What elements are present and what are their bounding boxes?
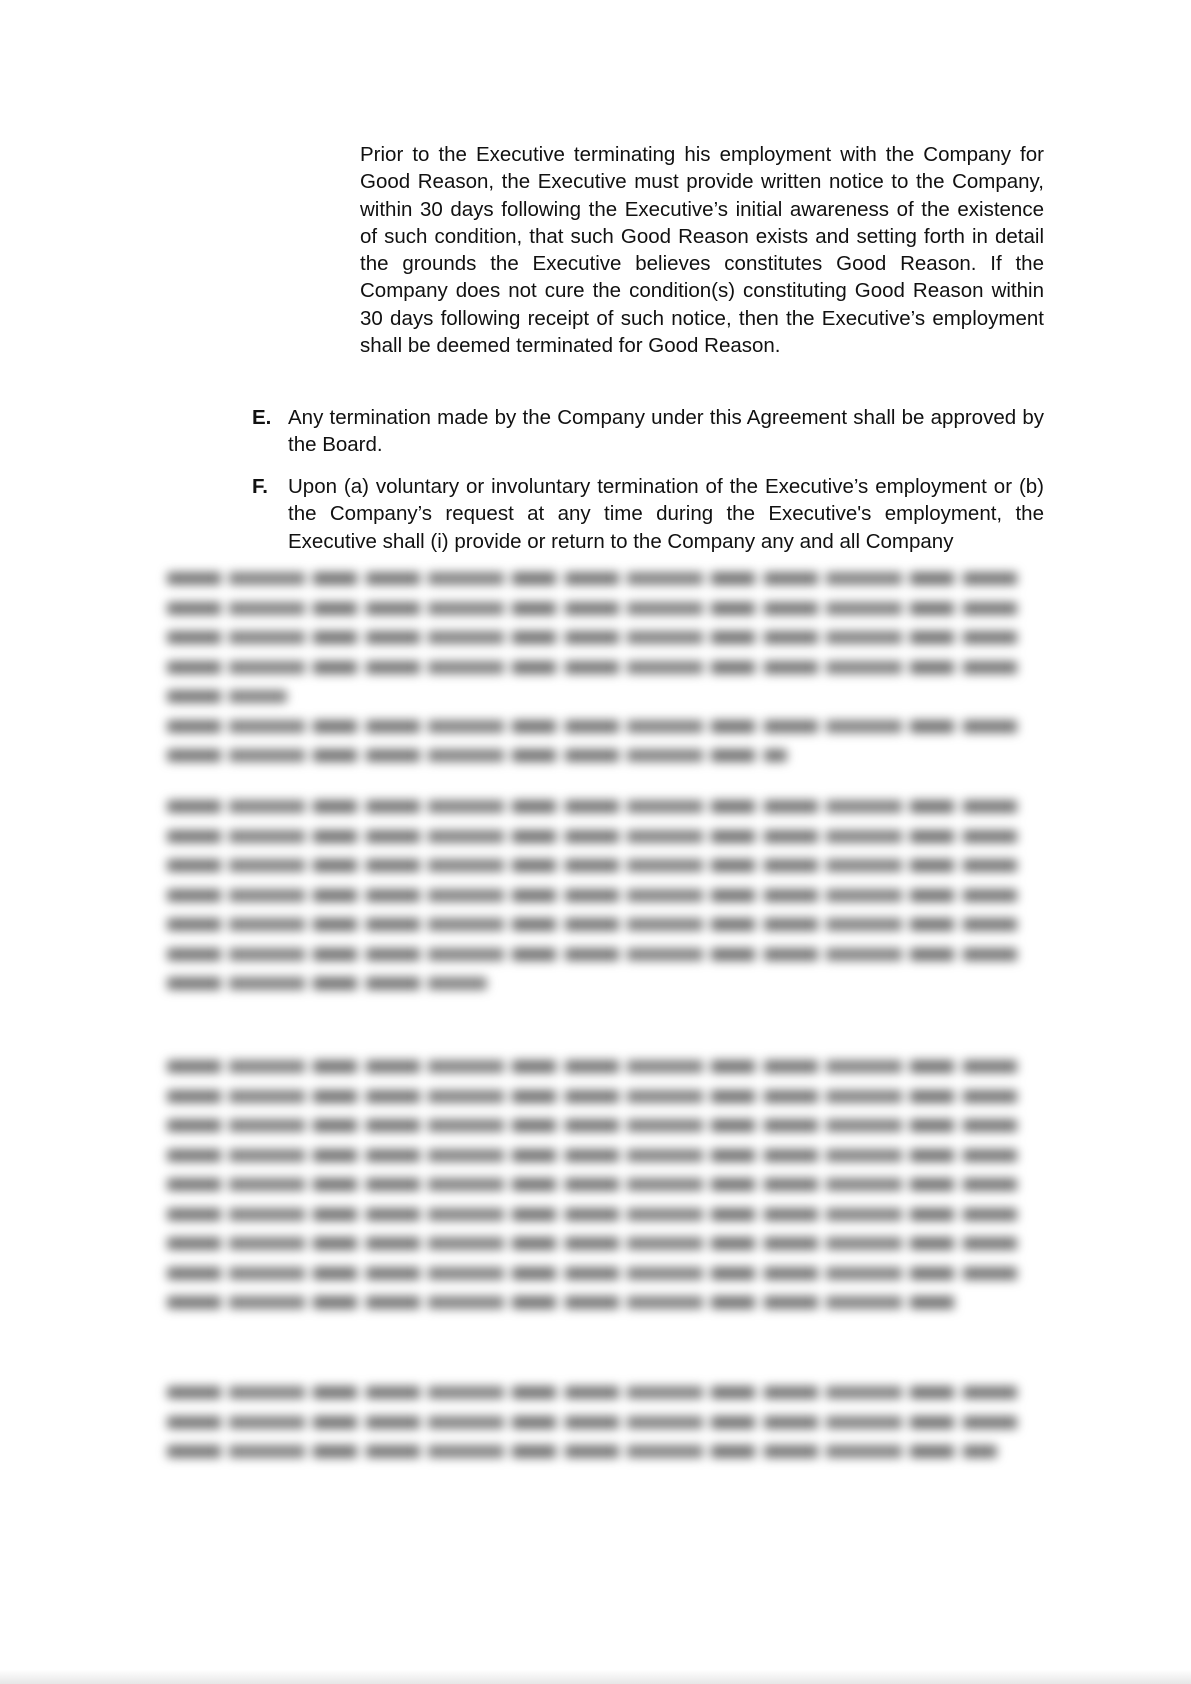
list-item-letter: F.: [252, 475, 268, 498]
blurred-paragraph: [167, 1060, 1019, 1326]
good-reason-notice-paragraph: Prior to the Executive terminating his employment with the Company for Good Reason, the Executive must provide written notice to the Company, within 30 days following the Executive’s initial awareness of the existence of such condition, that such Good Reason exists and setting forth in detail the grounds the Executive believes constitutes Good Reason. If the Company does not cure the condition(s) constituting Good Reason within 30 days following receipt of such notice, then the Executive’s employment shall be deemed terminated for Good Reason.: [360, 143, 1044, 358]
blurred-paragraph: [167, 1386, 1019, 1475]
page-bottom-edge: [0, 1670, 1191, 1684]
list-item-text: Any termination made by the Company under this Agreement shall be approved by the Board.: [288, 406, 1044, 457]
blurred-preview-region: [0, 560, 1191, 1480]
list-item-e: [252, 404, 1044, 459]
list-item-text: Upon (a) voluntary or involuntary termination of the Executive’s employment or (b) the Company’s request at any time during the Executive's employment, the Executive shall (i) provide or return to the Company any and all Company: [288, 475, 1044, 553]
list-item-letter: E.: [252, 406, 272, 429]
blurred-paragraph: [167, 800, 1019, 1007]
list-item-f: [252, 473, 1044, 555]
blurred-paragraph: [167, 572, 1019, 779]
